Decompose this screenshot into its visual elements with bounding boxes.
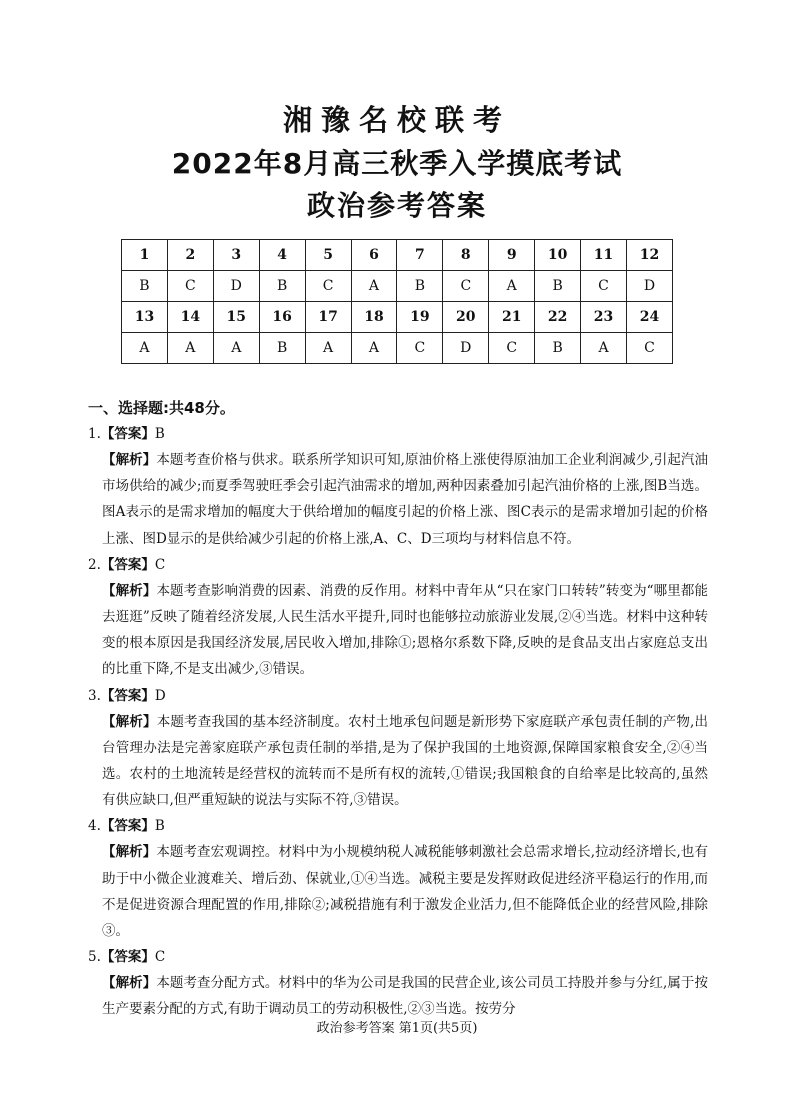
answer-explanations — [88, 395, 708, 1023]
question-number-cell: 13 — [122, 302, 168, 333]
question-answer-line — [88, 552, 708, 578]
question-number: 3. — [88, 687, 101, 704]
answer-tag: 【答案】 — [100, 687, 155, 704]
answer-letter-cell: A — [351, 271, 397, 302]
exam-brand-title: 湘豫名校联考 — [282, 103, 511, 137]
question-number-cell: 8 — [443, 240, 489, 271]
explanation-paragraph — [88, 839, 708, 944]
question-number-cell: 20 — [443, 302, 489, 333]
question-answer-line — [88, 944, 708, 970]
question-number-cell: 9 — [489, 240, 535, 271]
question-number-row — [122, 240, 673, 271]
answer-letter-cell: C — [397, 333, 443, 364]
question-number-cell: 22 — [535, 302, 581, 333]
answer-letter-cell: B — [122, 271, 168, 302]
explanation-paragraph — [88, 447, 708, 552]
question-number-cell: 16 — [259, 302, 305, 333]
answer-letter-cell: B — [397, 271, 443, 302]
question-answer-line — [88, 813, 708, 839]
explanation-text: 本题考查我国的基本经济制度。农村土地承包问题是新形势下家庭联产承包责任制的产物,出台管理办法是完善家庭联产承包责任制的举措,是为了保护我国的土地资源,保障国家粮食安全,②④当选。农村的土地流转是经营权的流转而不是所有权的流转,①错误;我国粮食的自给率是比较高的,虽然有供应缺口,但严重短缺的说法与实际不符,③错误。 — [102, 713, 708, 809]
question-item — [88, 813, 708, 944]
answer-tag: 【答案】 — [100, 556, 155, 573]
question-number-cell: 2 — [167, 240, 213, 271]
question-item — [88, 552, 708, 683]
question-list — [88, 421, 708, 1023]
answer-letter-cell: A — [213, 333, 259, 364]
answer-letter: C — [154, 949, 166, 966]
answer-tag: 【答案】 — [100, 949, 155, 966]
question-number-cell: 15 — [213, 302, 259, 333]
question-number-cell: 7 — [397, 240, 443, 271]
answer-letter: D — [154, 687, 166, 704]
answer-letter-cell: D — [443, 333, 489, 364]
explanation-tag: 【解析】 — [102, 582, 157, 599]
document-subtitle: 政治参考答案 — [306, 189, 487, 222]
answer-letter-cell: D — [626, 271, 672, 302]
question-item — [88, 944, 708, 1022]
question-number-cell: 12 — [626, 240, 672, 271]
question-number-cell: 1 — [122, 240, 168, 271]
question-number-cell: 19 — [397, 302, 443, 333]
question-number-cell: 6 — [351, 240, 397, 271]
explanation-tag: 【解析】 — [102, 713, 157, 730]
question-number-cell: 24 — [626, 302, 672, 333]
explanation-paragraph — [88, 578, 708, 683]
answer-letter-cell: C — [305, 271, 351, 302]
answer-letter-cell: C — [443, 271, 489, 302]
explanation-text: 本题考查影响消费的因素、消费的反作用。材料中青年从“只在家门口转转”转变为“哪里都能去逛逛”反映了随着经济发展,人民生活水平提升,同时也能够拉动旅游业发展,②④当选。材料中这种转变的根本原因是我国经济发展,居民收入增加,排除①;恩格尔系数下降,反映的是食品支出占家庭总支出的比重下降,不是支出减少,③错误。 — [102, 582, 708, 678]
answer-tag: 【答案】 — [100, 818, 155, 835]
question-number-cell: 18 — [351, 302, 397, 333]
question-number-cell: 3 — [213, 240, 259, 271]
answer-letter: B — [154, 818, 165, 835]
explanation-text: 本题考查分配方式。材料中的华为公司是我国的民营企业,该公司员工持股并参与分红,属于按生产要素分配的方式,有助于调动员工的劳动积极性,②③当选。按劳分 — [102, 975, 708, 1018]
question-number-cell: 17 — [305, 302, 351, 333]
explanation-tag: 【解析】 — [102, 844, 157, 861]
question-item — [88, 421, 708, 552]
answer-letter-row — [122, 271, 673, 302]
explanation-tag: 【解析】 — [102, 975, 157, 992]
answer-letter: C — [154, 556, 166, 573]
answer-letter: B — [154, 426, 165, 442]
question-number-cell: 4 — [259, 240, 305, 271]
answer-letter-cell: A — [305, 333, 351, 364]
answer-letter-cell: A — [122, 333, 168, 364]
answer-letter-cell: B — [535, 333, 581, 364]
answer-letter-cell: A — [167, 333, 213, 364]
exam-title: 2022年8月高三秋季入学摸底考试 — [171, 147, 623, 180]
answer-letter-cell: D — [213, 271, 259, 302]
answer-letter-cell: B — [259, 333, 305, 364]
answer-tag: 【答案】 — [100, 426, 155, 442]
section-title: 一、选择题:共48分。 — [88, 399, 235, 417]
question-number: 1. — [88, 426, 101, 442]
explanation-paragraph — [88, 970, 708, 1022]
question-number-cell: 10 — [535, 240, 581, 271]
question-answer-line — [88, 421, 708, 447]
explanation-text: 本题考查价格与供求。联系所学知识可知,原油价格上涨使得原油加工企业利润减少,引起汽油市场供给的减少;而夏季驾驶旺季会引起汽油需求的增加,两种因素叠加引起汽油价格的上涨,图B当选。图A表示的是需求增加的幅度大于供给增加的幅度引起的价格上涨、图C表示的是需求增加引起的价格上涨、图D显示的是供给减少引起的价格上涨,A、C、D三项均与材料信息不符。 — [102, 452, 708, 547]
question-number: 5. — [88, 949, 101, 966]
answer-letter-cell: C — [489, 333, 535, 364]
page-footer: 政治参考答案 第1页(共5页) — [316, 1021, 478, 1036]
answer-letter-cell: A — [581, 333, 627, 364]
explanation-paragraph — [88, 709, 708, 814]
answer-letter-cell: C — [167, 271, 213, 302]
question-number-cell: 5 — [305, 240, 351, 271]
explanation-tag: 【解析】 — [102, 452, 157, 468]
question-number-cell: 11 — [581, 240, 627, 271]
question-number: 2. — [88, 556, 101, 573]
question-item — [88, 683, 708, 814]
answer-letter-cell: C — [581, 271, 627, 302]
question-answer-line — [88, 683, 708, 709]
explanation-text: 本题考查宏观调控。材料中为小规模纳税人减税能够刺激社会总需求增长,拉动经济增长,也有助于中小微企业渡难关、增后劲、保就业,①④当选。减税主要是发挥财政促进经济平稳运行的作用,而不是促进资源合理配置的作用,排除②;减税措施有利于激发企业活力,但不能降低企业的经营风险,排除③。 — [102, 844, 708, 940]
answer-letter-row — [122, 333, 673, 364]
answer-letter-cell: A — [489, 271, 535, 302]
question-number-cell: 23 — [581, 302, 627, 333]
answer-letter-cell: B — [259, 271, 305, 302]
answer-letter-cell: C — [626, 333, 672, 364]
question-number: 4. — [88, 818, 101, 835]
question-number-cell: 21 — [489, 302, 535, 333]
answer-key-table — [121, 239, 673, 364]
answer-letter-cell: B — [535, 271, 581, 302]
answer-letter-cell: A — [351, 333, 397, 364]
question-number-row — [122, 302, 673, 333]
question-number-cell: 14 — [167, 302, 213, 333]
